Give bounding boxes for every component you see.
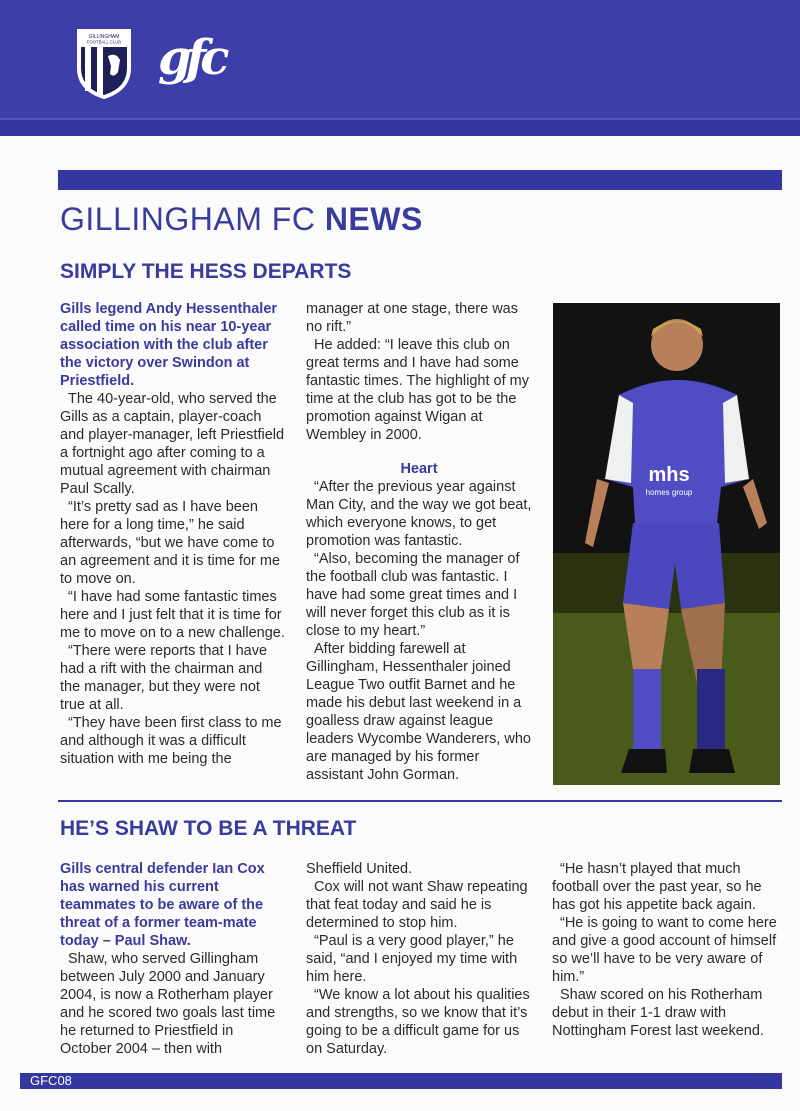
article2-paragraph: Sheffield United. bbox=[306, 861, 413, 877]
top-rule bbox=[58, 170, 782, 190]
article1-lead: Gills legend Andy Hessenthaler called time on his near 10-year association with the club after the victory over Swindon at Priestfield. bbox=[60, 301, 278, 389]
page-number: GFC08 bbox=[30, 1073, 72, 1088]
player-photo bbox=[553, 303, 780, 785]
article2-paragraph: Shaw scored on his Rotherham debut in their 1-1 draw with Nottingham Forest last weekend. bbox=[552, 987, 764, 1039]
crest-text-line2: FOOTBALL CLUB bbox=[86, 39, 122, 45]
article2-paragraph: Shaw, who served Gillingham between July 2000 and January 2004, is now a Rotherham player and he scored two goals last time he returned to Priestfield in October 2004 – then with bbox=[60, 951, 276, 1057]
article1-paragraph: The 40-year-old, who served the Gills as a captain, player-coach and player-manager, left Priestfield a fortnight ago after coming to a mutual agreement with chairman Paul Scally. bbox=[60, 391, 285, 497]
section-title-part2: NEWS bbox=[324, 201, 423, 237]
article1-paragraph: After bidding farewell at Gillingham, Hessenthaler joined League Two outfit Barnet and he made his debut last weekend in a goalless draw against league leaders Wycombe Wanderers, who are managed by his former assistant John Gorman. bbox=[306, 641, 531, 783]
section-title bbox=[60, 201, 423, 238]
article2-lead: Gills central defender Ian Cox has warned his current teammates to be aware of the threat of a former team-mate today – Paul Shaw. bbox=[60, 861, 265, 949]
gfc-logo: gfc bbox=[158, 30, 224, 86]
header-stripe bbox=[0, 118, 800, 136]
footer-bar bbox=[20, 1073, 782, 1089]
article2-column2 bbox=[306, 860, 530, 1058]
article2-column1 bbox=[60, 860, 286, 1058]
crest-text-line1: GILLINGHAM bbox=[88, 34, 120, 40]
article1-headline: SIMPLY THE HESS DEPARTS bbox=[60, 260, 352, 283]
shirt-sponsor: mhs bbox=[648, 464, 690, 486]
article1-column1 bbox=[60, 300, 286, 768]
article2-paragraph: Cox will not want Shaw repeating that feat today and said he is determined to stop him. bbox=[306, 879, 528, 931]
article1-paragraph: “There were reports that I have had a rift with the chairman and the manager, but they were not true at all. bbox=[60, 643, 268, 713]
shirt-sponsor-sub: homes group bbox=[645, 488, 693, 497]
article2-paragraph: “Paul is a very good player,” he said, “and I enjoyed my time with him here. bbox=[306, 933, 518, 985]
club-crest-icon bbox=[76, 28, 132, 100]
article1-paragraph: “It’s pretty sad as I have been here for a long time,” he said afterwards, “but we have come to an agreement and it is time for me to move on. bbox=[60, 499, 281, 587]
article1-paragraph: manager at one stage, there was no rift.” bbox=[306, 301, 518, 335]
article2-paragraph: “He is going to want to come here and give a good account of himself so we’ll have to be very aware of him.” bbox=[552, 915, 777, 985]
article1-subhead: Heart bbox=[400, 461, 438, 477]
article1-paragraph: “They have been first class to me and although it was a difficult situation with me being the bbox=[60, 715, 282, 767]
article2-paragraph: “We know a lot about his qualities and strengths, so we know that it’s going to be a difficult game for us on Saturday. bbox=[306, 987, 530, 1057]
section-title-part1: GILLINGHAM FC bbox=[60, 201, 316, 237]
article2-column3 bbox=[552, 860, 778, 1040]
article1-column2 bbox=[306, 300, 532, 784]
article2-headline: HE’S SHAW TO BE A THREAT bbox=[60, 817, 357, 840]
article2-paragraph: “He hasn’t played that much football over the past year, so he has got his appetite back again. bbox=[552, 861, 762, 913]
article1-paragraph: “After the previous year against Man City, and the way we got beat, which everyone knows, to get promotion was fantastic. bbox=[306, 479, 532, 549]
article1-paragraph: He added: “I leave this club on great terms and I have had some fantastic times. The highlight of my time at the club has got to be the promotion against Wigan at Wembley in 2000. bbox=[306, 337, 529, 443]
section-divider bbox=[58, 800, 782, 802]
article1-paragraph: “Also, becoming the manager of the football club was fantastic. I have had some great times and I will never forget this club as it is close to my heart.” bbox=[306, 551, 520, 639]
article1-paragraph: “I have had some fantastic times here and I just felt that it is time for me to move on to a new challenge. bbox=[60, 589, 285, 641]
